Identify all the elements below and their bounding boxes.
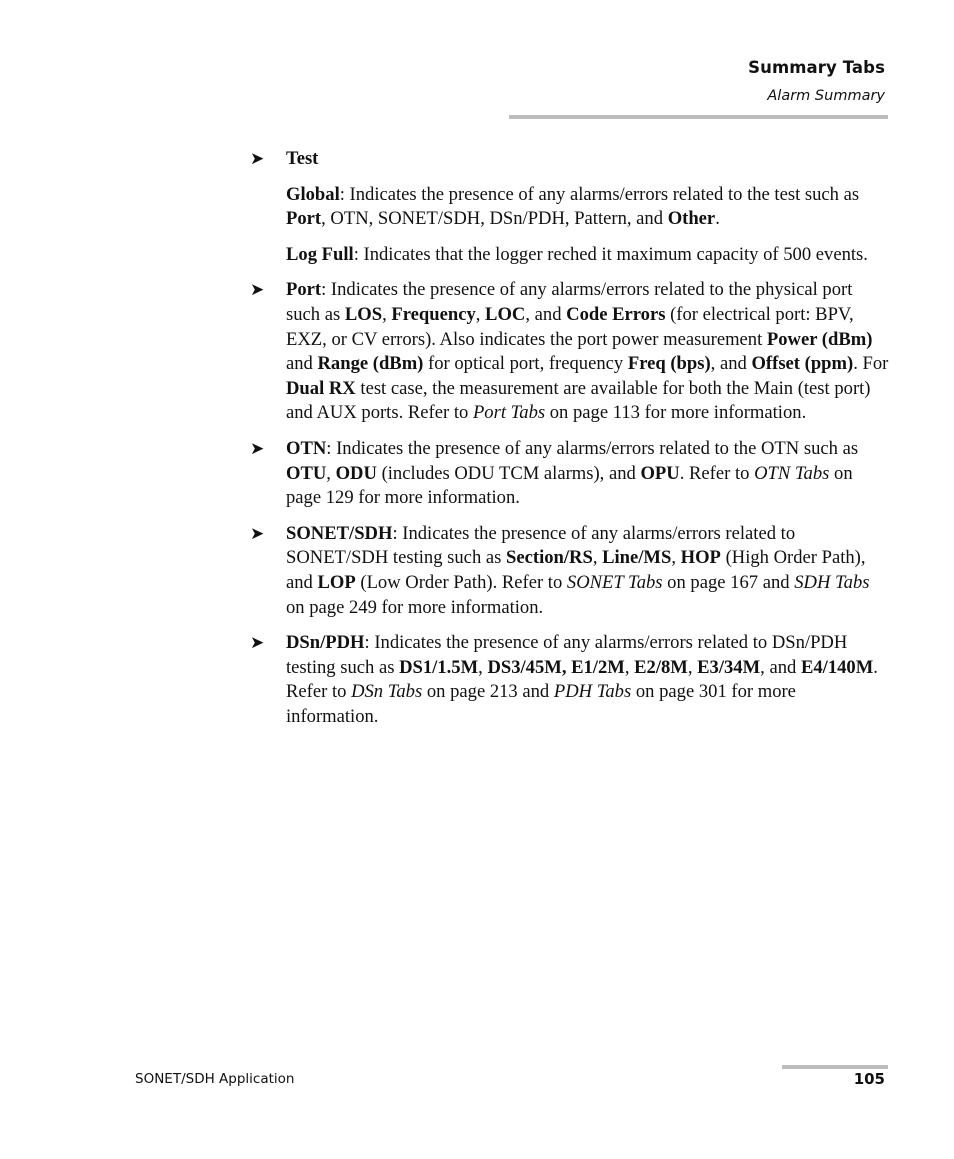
text-span: , [671, 547, 681, 569]
xref-sonet-tabs[interactable]: SONET Tabs [566, 571, 663, 593]
text-span: test case, the measurement are available for both the Main (test port) and AUX ports. Refer to [286, 377, 871, 424]
footer-divider [782, 1065, 888, 1069]
term-power: Power (dBm) [766, 328, 873, 350]
term-dsn-pdh: DSn/PDH [286, 632, 365, 654]
text-span: , [624, 656, 635, 678]
text-span: (High Order Path), and [286, 547, 866, 593]
term-e3: E3/34M [697, 656, 761, 678]
term-code-errors: Code Errors [566, 303, 666, 325]
text-span: : Indicates the presence of any alarms/errors related to the physical port such as [286, 279, 853, 325]
term-log-full: Log Full [286, 243, 354, 265]
text-span: on page 129 for more information. [286, 462, 853, 509]
text-span: . [715, 208, 720, 230]
list-item-test [250, 147, 890, 267]
term-ds3-e1: DS3/45M, E1/2M [487, 656, 625, 678]
header-divider [509, 115, 888, 119]
page-number: 105 [853, 1070, 885, 1088]
text-span: . Refer to [286, 656, 878, 703]
term-freq: Freq (bps) [627, 353, 711, 375]
list-item-sonet-sdh [250, 522, 890, 620]
term-otu: OTU [286, 462, 327, 484]
term-range: Range (dBm) [317, 353, 424, 375]
list-item-dsn-pdh [250, 631, 890, 729]
text-span: on page 167 and [662, 571, 795, 593]
arrow-bullet-icon: ➤ [250, 280, 265, 301]
xref-otn-tabs[interactable]: OTN Tabs [754, 462, 830, 484]
arrow-bullet-icon: ➤ [250, 438, 265, 459]
term-offset: Offset (ppm) [751, 353, 854, 375]
xref-sdh-tabs[interactable]: SDH Tabs [794, 571, 870, 593]
page-header-subtitle: Alarm Summary [767, 88, 885, 104]
text-span: . Refer to [679, 462, 755, 484]
text-span: , [326, 462, 336, 484]
term-otn: OTN [286, 437, 327, 459]
text-span: : Indicates the presence of any alarms/errors related to the test such as [339, 183, 860, 205]
term-hop: HOP [680, 547, 721, 569]
list-item-otn [250, 437, 890, 511]
text-span: , OTN, SONET/SDH, DSn/PDH, Pattern, and [321, 208, 668, 230]
arrow-bullet-icon: ➤ [250, 523, 265, 544]
text-span: and [286, 353, 318, 375]
term-port: Port [286, 279, 322, 301]
term-line-ms: Line/MS [602, 547, 672, 569]
xref-dsn-tabs[interactable]: DSn Tabs [351, 681, 423, 703]
page-body [250, 147, 890, 740]
text-span: , [382, 303, 392, 325]
text-span: (for electrical port: BPV, EXZ, or CV errors). Also indicates the port power measurement [286, 303, 854, 350]
term-e4: E4/140M [800, 656, 874, 678]
paragraph-port [286, 278, 890, 426]
term-odu: ODU [335, 462, 377, 484]
paragraph-global [286, 183, 890, 232]
text-span: (includes ODU TCM alarms), and [376, 462, 641, 484]
text-span: , and [760, 656, 801, 678]
paragraph-sonet-sdh [286, 522, 890, 620]
arrow-bullet-icon: ➤ [250, 149, 265, 169]
paragraph-otn [286, 437, 890, 511]
xref-port-tabs[interactable]: Port Tabs [472, 402, 546, 424]
text-span: , [687, 656, 698, 678]
term-section-rs: Section/RS [506, 547, 593, 569]
term-los: LOS [344, 303, 383, 325]
term-dual-rx: Dual RX [286, 377, 356, 399]
term-other: Other [667, 208, 716, 230]
text-span: : Indicates the presence of any alarms/errors related to DSn/PDH testing such as [286, 632, 848, 678]
term-opu: OPU [640, 462, 680, 484]
paragraph-dsn-pdh [286, 631, 890, 729]
text-span: : Indicates the presence of any alarms/errors related to the OTN such as [326, 437, 859, 459]
text-span: , and [525, 303, 567, 325]
term-lop: LOP [317, 571, 356, 593]
text-span: . For [853, 353, 889, 375]
text-span: , and [710, 353, 752, 375]
text-span: on page 213 and [422, 681, 554, 703]
text-span: for optical port, frequency [423, 353, 628, 375]
text-span: on page 301 for more information. [286, 681, 796, 727]
page-header-title: Summary Tabs [748, 58, 885, 77]
text-span: (Low Order Path). Refer to [355, 571, 567, 593]
text-span: : Indicates that the logger reched it maximum capacity of 500 events. [353, 243, 868, 265]
text-span: , [475, 303, 486, 325]
term-frequency: Frequency [391, 303, 476, 325]
term-loc: LOC [485, 303, 526, 325]
list-item-port [250, 278, 890, 426]
paragraph-log-full [286, 243, 890, 268]
term-port: Port [286, 208, 322, 230]
text-span: on page 249 for more information. [286, 596, 544, 618]
footer-doc-title: SONET/SDH Application [135, 1071, 295, 1087]
text-span: , [478, 656, 488, 678]
text-span: : Indicates the presence of any alarms/errors related to SONET/SDH testing such as [286, 522, 796, 569]
arrow-bullet-icon: ➤ [250, 633, 265, 654]
term-global: Global [286, 183, 340, 205]
item-heading [286, 147, 890, 172]
term-e2: E2/8M [634, 656, 688, 678]
xref-pdh-tabs[interactable]: PDH Tabs [553, 681, 632, 703]
term-test: Test [286, 148, 319, 169]
term-ds1: DS1/1.5M [399, 656, 479, 678]
term-sonet-sdh: SONET/SDH [286, 522, 393, 544]
text-span: , [592, 547, 603, 569]
text-span: on page 113 for more information. [545, 402, 807, 424]
